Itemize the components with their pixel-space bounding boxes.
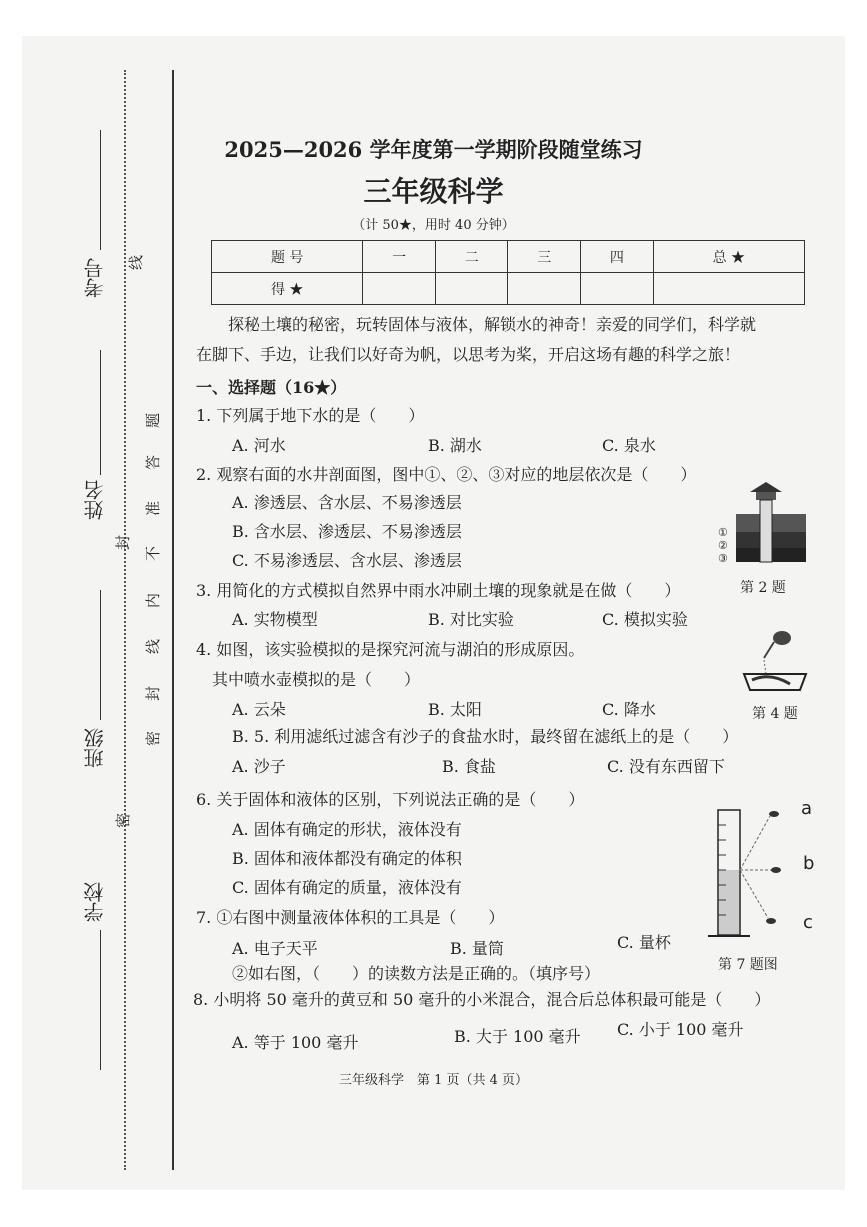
seal-mi: 密 xyxy=(114,812,133,829)
banji-label: 班级 xyxy=(83,728,107,768)
score-cell: 二 xyxy=(435,241,508,273)
score-table xyxy=(211,240,805,305)
well-mark-1: ① xyxy=(718,526,728,539)
score-cell: 一 xyxy=(363,241,436,273)
q6-option-a[interactable]: A. 固体有确定的形状，液体没有 xyxy=(232,820,462,839)
intro-line-2: 在脚下、手边，让我们以好奇为帆，以思考为桨，开启这场有趣的科学之旅！ xyxy=(196,345,741,364)
seal-text-0: 题 xyxy=(144,412,163,429)
seal-text-2: 准 xyxy=(144,500,163,517)
q2-option-b[interactable]: B. 含水层、渗透层、不易渗透层 xyxy=(232,522,462,541)
seal-text-5: 线 xyxy=(144,638,163,655)
question-3: 3. 用简化的方式模拟自然界中雨水冲刷土壤的现象就是在做（ ） xyxy=(196,581,681,600)
q1-option-b[interactable]: B. 湖水 xyxy=(428,436,482,455)
kaohao-label: 考号 xyxy=(83,258,107,298)
binding-line xyxy=(172,70,174,1170)
seal-feng: 封 xyxy=(114,534,133,551)
q4-option-c[interactable]: C. 降水 xyxy=(602,700,656,719)
q3-option-c[interactable]: C. 模拟实验 xyxy=(602,610,688,629)
score-cell: 三 xyxy=(508,241,581,273)
question-4: 4. 如图，该实验模拟的是探究河流与湖泊的形成原因。 xyxy=(196,640,585,659)
score-cell: 四 xyxy=(581,241,654,273)
question-4-line-2: 其中喷水壶模拟的是（ ） xyxy=(212,670,421,689)
question-1: 1. 下列属于地下水的是（ ） xyxy=(196,406,425,425)
q7-option-c[interactable]: C. 量杯 xyxy=(617,933,671,952)
q3-option-a[interactable]: A. 实物模型 xyxy=(232,610,318,629)
q4-option-b[interactable]: B. 太阳 xyxy=(428,700,482,719)
exam-subject: 三年级科学 xyxy=(363,175,504,208)
q1-option-a[interactable]: A. 河水 xyxy=(232,436,286,455)
well-diagram xyxy=(720,480,810,572)
q7-option-b[interactable]: B. 量筒 xyxy=(450,939,504,958)
figure-7-caption: 第 7 题图 xyxy=(718,957,778,973)
seal-dotted-line xyxy=(124,70,126,1170)
q6-option-b[interactable]: B. 固体和液体都没有确定的体积 xyxy=(232,849,462,868)
measuring-cylinder-diagram xyxy=(704,800,794,945)
well-mark-3: ③ xyxy=(718,552,728,565)
score-table-score-row xyxy=(212,273,805,305)
page-footer: 三年级科学 第 1 页（共 4 页） xyxy=(338,1073,529,1088)
question-2: 2. 观察右面的水井剖面图，图中①、②、③对应的地层依次是（ ） xyxy=(196,465,697,484)
score-input-cell[interactable] xyxy=(363,273,436,305)
q3-option-b[interactable]: B. 对比实验 xyxy=(428,610,514,629)
score-input-cell[interactable] xyxy=(435,273,508,305)
figure-2-caption: 第 2 题 xyxy=(740,580,786,596)
question-6: 6. 关于固体和液体的区别，下列说法正确的是（ ） xyxy=(196,790,585,809)
q8-option-b[interactable]: B. 大于 100 毫升 xyxy=(454,1027,581,1046)
q8-option-c[interactable]: C. 小于 100 毫升 xyxy=(617,1020,744,1039)
seal-text-1: 答 xyxy=(144,454,163,471)
score-cell: 题 号 xyxy=(212,241,363,273)
seal-text-6: 封 xyxy=(144,685,163,702)
question-5: B. 5. 利用滤纸过滤含有沙子的食盐水时，最终留在滤纸上的是（ ） xyxy=(232,727,739,746)
q2-option-c[interactable]: C. 不易渗透层、含水层、渗透层 xyxy=(232,551,462,570)
q5-option-b[interactable]: B. 食盐 xyxy=(442,757,496,776)
well-mark-2: ② xyxy=(718,539,728,552)
intro-line-1: 探秘土壤的秘密，玩转固体与液体，解锁水的神奇！亲爱的同学们，科学就 xyxy=(228,315,757,334)
q7-option-a[interactable]: A. 电子天平 xyxy=(232,939,318,958)
exam-title: 2025—2026 学年度第一学期阶段随堂练习 xyxy=(224,137,643,162)
score-table-header-row xyxy=(212,241,805,273)
exam-meta: （计 50★，用时 40 分钟） xyxy=(352,218,515,233)
q2-option-a[interactable]: A. 渗透层、含水层、不易渗透层 xyxy=(232,493,462,512)
xuexiao-field[interactable] xyxy=(100,930,101,1070)
seal-xian: 线 xyxy=(127,254,146,271)
score-input-cell[interactable] xyxy=(581,273,654,305)
figure-4-caption: 第 4 题 xyxy=(752,706,798,722)
q5-option-a[interactable]: A. 沙子 xyxy=(232,757,286,776)
score-cell: 得 ★ xyxy=(212,273,363,305)
watering-can-diagram xyxy=(740,628,810,696)
q6-option-c[interactable]: C. 固体有确定的质量，液体没有 xyxy=(232,878,462,897)
seal-text-7: 密 xyxy=(144,730,163,747)
xingming-label: 姓名 xyxy=(83,480,107,520)
seal-text-4: 内 xyxy=(144,592,163,609)
reading-label-a: a xyxy=(801,798,813,819)
q5-option-c[interactable]: C. 没有东西留下 xyxy=(607,757,725,776)
score-input-cell[interactable] xyxy=(508,273,581,305)
xuexiao-label: 学校 xyxy=(83,882,107,922)
q1-option-c[interactable]: C. 泉水 xyxy=(602,436,656,455)
section-1-heading: 一、选择题（16★） xyxy=(196,378,347,397)
reading-label-c: c xyxy=(803,912,813,933)
reading-label-b: b xyxy=(803,853,815,874)
question-7: 7. ①右图中测量液体体积的工具是（ ） xyxy=(196,908,505,927)
score-input-cell[interactable] xyxy=(653,273,804,305)
xingming-field[interactable] xyxy=(100,350,101,475)
score-cell: 总 ★ xyxy=(653,241,804,273)
question-7-part-2: ②如右图，（ ）的读数方法是正确的。（填序号） xyxy=(232,964,601,983)
seal-text-3: 不 xyxy=(144,545,163,562)
q4-option-a[interactable]: A. 云朵 xyxy=(232,700,286,719)
banji-field[interactable] xyxy=(100,590,101,720)
q8-option-a[interactable]: A. 等于 100 毫升 xyxy=(232,1033,359,1052)
question-8: 8. 小明将 50 毫升的黄豆和 50 毫升的小米混合，混合后总体积最可能是（ ） xyxy=(193,990,771,1009)
